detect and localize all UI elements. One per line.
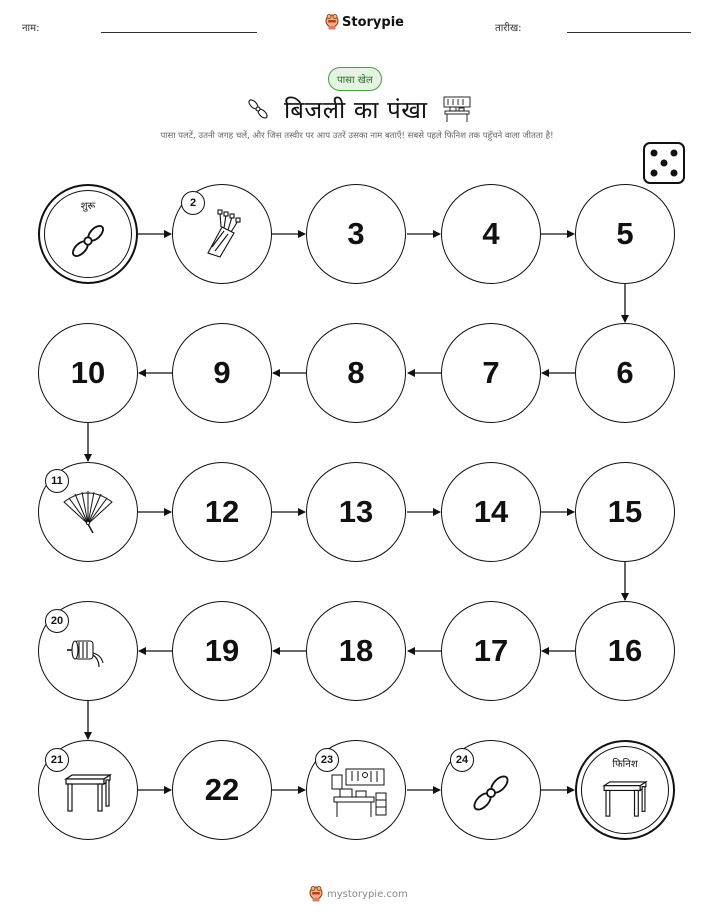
start-label: शुरू <box>80 201 96 212</box>
board-cell <box>172 462 272 562</box>
hand-fan-icon <box>61 490 115 534</box>
cell-number: 3 <box>347 216 365 251</box>
name-field[interactable] <box>101 32 257 33</box>
dice-icon <box>643 142 685 184</box>
board-cell <box>306 462 406 562</box>
board-cell-picture <box>172 184 272 284</box>
board-cell <box>575 462 675 562</box>
cell-number: 12 <box>204 494 240 529</box>
cell-number: 8 <box>347 355 365 390</box>
cell-number: 13 <box>338 494 374 529</box>
board-cell-start <box>38 184 138 284</box>
workshop-icon <box>330 767 388 819</box>
cell-number-badge: 11 <box>45 469 69 493</box>
cell-number: 22 <box>204 772 240 807</box>
board-cell <box>172 601 272 701</box>
cell-number: 17 <box>473 633 509 668</box>
cell-number: 6 <box>616 355 634 390</box>
board-cell <box>306 601 406 701</box>
title-row <box>246 94 472 124</box>
board-cell <box>575 323 675 423</box>
cell-number: 9 <box>213 355 231 390</box>
cell-number: 10 <box>70 355 106 390</box>
cell-number-badge: 24 <box>450 748 474 772</box>
game-type-badge: पासा खेल <box>328 67 382 91</box>
board-cell <box>441 462 541 562</box>
cell-number: 18 <box>338 633 374 668</box>
motor-icon <box>65 633 111 669</box>
cell-number: 15 <box>607 494 643 529</box>
name-label: नाम: <box>22 23 40 34</box>
storypie-mascot-icon <box>325 14 339 30</box>
footer-site[interactable]: mystorypie.com <box>327 888 408 900</box>
date-label: तारीख: <box>495 23 522 34</box>
board-cell-picture <box>38 601 138 701</box>
workshop-icon <box>442 95 472 123</box>
finish-label: फिनिश <box>612 759 638 770</box>
cell-number-badge: 20 <box>45 609 69 633</box>
cell-number: 19 <box>204 633 240 668</box>
board-cell-picture <box>38 462 138 562</box>
cell-number-badge: 21 <box>45 748 69 772</box>
board-cell <box>441 323 541 423</box>
board-cell <box>575 184 675 284</box>
brand-logo <box>325 14 404 30</box>
cell-number: 16 <box>607 633 643 668</box>
date-field[interactable] <box>567 32 691 33</box>
propeller-icon <box>469 771 513 815</box>
instructions: पासा पलटें, उतनी जगह चलें, और जिस तस्वीर पर आप उतरें उसका नाम बताएँ! सबसे पहले फिनिश तक पहुँचने वाला जीतता है! <box>160 131 554 141</box>
propeller-icon <box>68 221 108 261</box>
cell-number: 7 <box>482 355 500 390</box>
board-cell-picture <box>306 740 406 840</box>
board-cell-picture <box>38 740 138 840</box>
board-cell <box>575 601 675 701</box>
board-cell <box>306 184 406 284</box>
table-icon <box>64 773 112 813</box>
board-cell <box>38 323 138 423</box>
board-cell-picture <box>441 740 541 840</box>
storypie-mascot-icon <box>309 886 323 902</box>
cell-number-badge: 2 <box>181 191 205 215</box>
board-cell-finish <box>575 740 675 840</box>
propeller-icon <box>246 97 270 121</box>
board-cell <box>441 601 541 701</box>
board-cell <box>172 740 272 840</box>
cell-number: 14 <box>473 494 509 529</box>
page-title: बिजली का पंखा <box>284 95 428 124</box>
board-cell <box>441 184 541 284</box>
cell-number: 4 <box>482 216 500 251</box>
cell-number: 5 <box>616 216 634 251</box>
cell-number-badge: 23 <box>315 748 339 772</box>
table-icon <box>602 780 648 818</box>
footer <box>309 886 408 902</box>
board-cell <box>306 323 406 423</box>
wires-icon <box>200 209 244 259</box>
board-cell <box>172 323 272 423</box>
brand-name: Storypie <box>342 14 404 30</box>
